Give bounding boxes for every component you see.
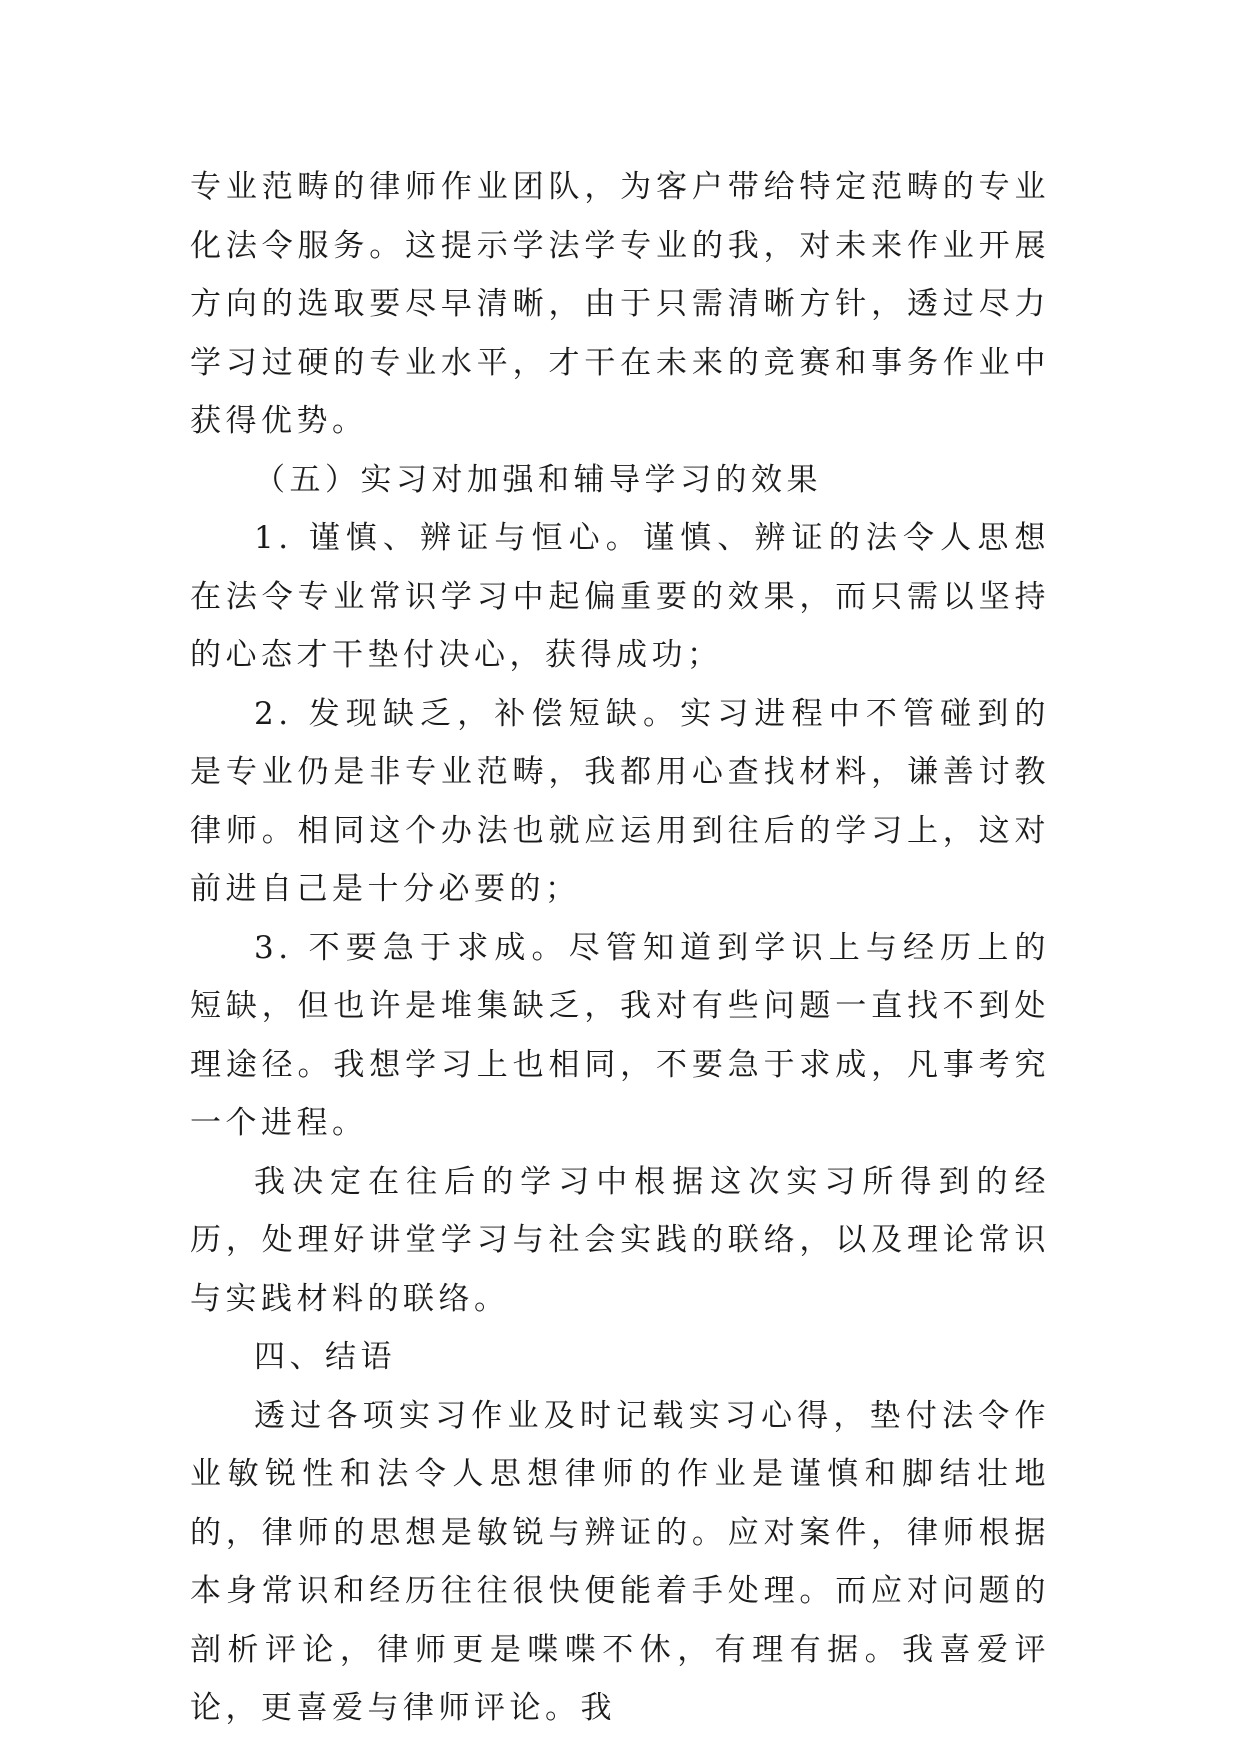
section-heading-conclusion: 四、结语 (254, 1339, 396, 1375)
list-item-3: 3. 不要急于求成。尽管知道到学识上与经历上的短缺，但也许是堆集缺乏，我对有些问题一直找不到处理途径。我想学习上也相同，不要急于求成，凡事考究一个进程。 (190, 929, 1050, 1141)
paragraph-continuation: 专业范畴的律师作业团队，为客户带给特定范畴的专业化法令服务。这提示学法学专业的我，对未来作业开展方向的选取要尽早清晰，由于只需清晰方针，透过尽力学习过硬的专业水平，才干在未来的竞赛和事务作业中获得优势。 (190, 169, 1050, 439)
document-body (190, 158, 1050, 1738)
list-item-2: 2. 发现缺乏，补偿短缺。实习进程中不管碰到的是专业仍是非专业范畴，我都用心查找材料，谦善讨教律师。相同这个办法也就应运用到往后的学习上，这对前进自己是十分必要的； (190, 695, 1050, 907)
section-heading-five: （五）实习对加强和辅导学习的效果 (254, 461, 822, 498)
list-item-1: 1. 谨慎、辨证与恒心。谨慎、辨证的法令人思想在法令专业常识学习中起偏重要的效果，而只需以坚持的心态才干垫付决心，获得成功； (190, 520, 1050, 673)
paragraph-conclusion: 透过各项实习作业及时记载实习心得，垫付法令作业敏锐性和法令人思想律师的作业是谨慎和脚结壮地的，律师的思想是敏锐与辨证的。应对案件，律师根据本身常识和经历往往很快便能着手处理。而应对问题的剖析评论，律师更是喋喋不休，有理有据。我喜爱评论，更喜爱与律师评论。我 (190, 1397, 1050, 1726)
paragraph-decision: 我决定在往后的学习中根据这次实习所得到的经历，处理好讲堂学习与社会实践的联络，以及理论常识与实践材料的联络。 (190, 1163, 1050, 1317)
